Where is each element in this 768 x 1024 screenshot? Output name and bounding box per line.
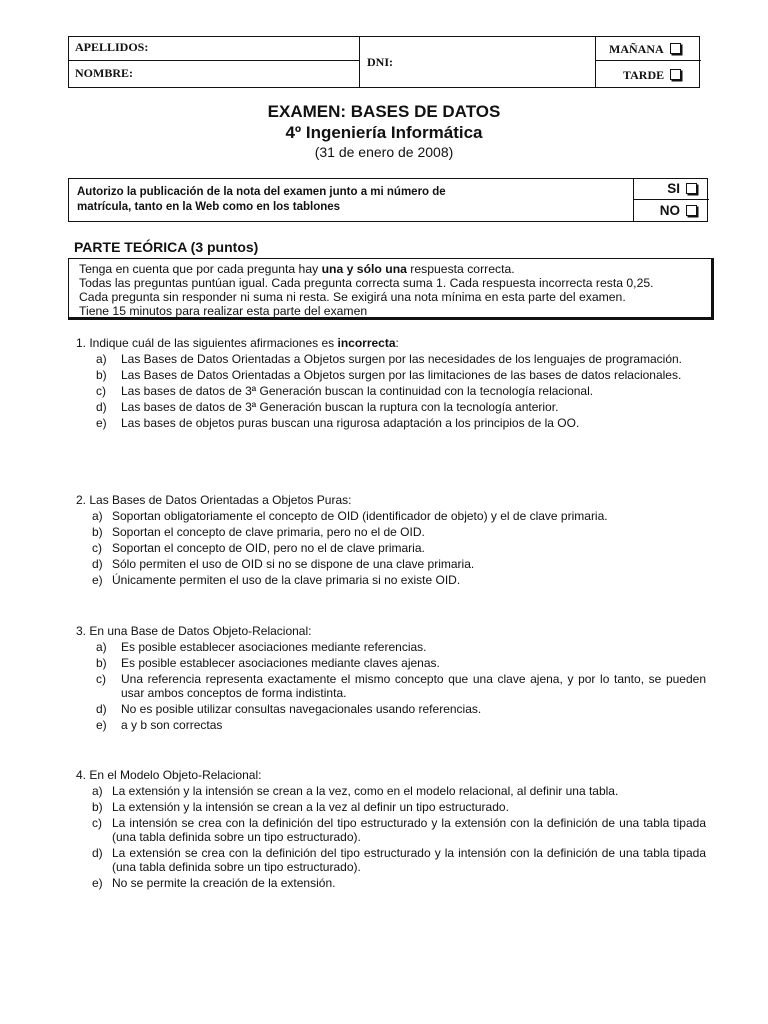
- option-text: Una referencia representa exactamente el mismo concepto que una clave ajena, y por lo tanto, se pueden usar ambos conceptos de forma indistinta.: [121, 672, 706, 700]
- stem-emphasis: incorrecta: [337, 336, 396, 350]
- option-text: La extensión y la intensión se crean a la vez al definir un tipo estructurado.: [112, 800, 509, 814]
- stem-text: 1. Indique cuál de las siguientes afirmaciones es: [76, 336, 338, 350]
- apellidos-field[interactable]: [161, 51, 351, 57]
- divider: [69, 60, 359, 61]
- no-label: NO: [659, 203, 680, 218]
- answer-option[interactable]: [76, 416, 706, 430]
- divider: [595, 37, 596, 87]
- question-4: [76, 768, 706, 892]
- no-checkbox[interactable]: [686, 205, 697, 216]
- option-letter: c): [92, 541, 102, 555]
- answer-option[interactable]: [76, 352, 706, 366]
- option-letter: c): [92, 816, 102, 830]
- yes-label: SI: [667, 181, 680, 196]
- answer-option[interactable]: [76, 541, 706, 555]
- option-text: Las bases de datos de 3ª Generación buscan la ruptura con la tecnología anterior.: [121, 400, 559, 414]
- instruction-line: Cada pregunta sin responder ni suma ni resta. Se exigirá una nota mínima en esta parte del examen.: [79, 290, 626, 304]
- answer-option[interactable]: [76, 384, 706, 398]
- option-letter: a): [96, 352, 107, 366]
- exam-date: (31 de enero de 2008): [314, 144, 454, 160]
- option-text: Es posible establecer asociaciones mediante claves ajenas.: [121, 656, 440, 670]
- answer-option[interactable]: [76, 800, 706, 814]
- stem-text: :: [395, 336, 399, 350]
- question-stem: [76, 336, 706, 350]
- manana-checkbox[interactable]: [670, 43, 681, 54]
- dni-label: DNI:: [367, 55, 393, 69]
- divider: [633, 199, 709, 200]
- option-letter: b): [96, 656, 107, 670]
- question-2: [76, 493, 706, 589]
- option-text: Soportan el concepto de clave primaria, pero no el de OID.: [112, 525, 425, 539]
- divider: [359, 37, 360, 87]
- option-text: Únicamente permiten el uso de la clave primaria si no existe OID.: [112, 573, 461, 587]
- answer-option[interactable]: [76, 525, 706, 539]
- authorization-box: [68, 178, 708, 222]
- answer-option[interactable]: [76, 672, 706, 700]
- authorization-text: [77, 185, 517, 215]
- option-letter: a): [92, 509, 103, 523]
- answer-option[interactable]: [76, 846, 706, 874]
- instruction-text: Tenga en cuenta que por cada pregunta hay: [79, 262, 322, 276]
- question-3: [76, 624, 706, 734]
- yes-option[interactable]: [667, 181, 697, 196]
- option-text: No es posible utilizar consultas navegacionales usando referencias.: [121, 702, 482, 716]
- student-info-form: [68, 36, 700, 88]
- option-text: No se permite la creación de la extensión.: [112, 876, 336, 890]
- option-letter: c): [96, 672, 106, 686]
- instruction-line: Todas las preguntas puntúan igual. Cada pregunta correcta suma 1. Cada respuesta incorrecta resta 0,25.: [79, 276, 654, 290]
- option-letter: d): [92, 846, 103, 860]
- question-stem: 2. Las Bases de Datos Orientadas a Objetos Puras:: [76, 493, 352, 507]
- authorization-line: matrícula, tanto en la Web como en los tablones: [77, 201, 341, 213]
- option-letter: d): [96, 702, 107, 716]
- option-text: Soportan el concepto de OID, pero no el de clave primaria.: [112, 541, 425, 555]
- option-text: Las Bases de Datos Orientadas a Objetos surgen por las limitaciones de las bases de datos relacionales.: [121, 368, 682, 382]
- option-text: a y b son correctas: [121, 718, 223, 732]
- option-text: Sólo permiten el uso de OID si no se dispone de una clave primaria.: [112, 557, 475, 571]
- answer-option[interactable]: [76, 784, 706, 798]
- option-text: La extensión y la intensión se crean a la vez, como en el modelo relacional, al definir una tabla.: [112, 784, 619, 798]
- instruction-emphasis: una y sólo una: [321, 262, 407, 276]
- option-letter: a): [92, 784, 103, 798]
- no-option[interactable]: [660, 203, 697, 218]
- option-letter: e): [96, 416, 107, 430]
- question-stem: 4. En el Modelo Objeto-Relacional:: [76, 768, 262, 782]
- answer-option[interactable]: [76, 573, 706, 587]
- option-text: Las Bases de Datos Orientadas a Objetos surgen por las necesidades de los lenguajes de programación.: [121, 352, 683, 366]
- exam-subtitle: 4º Ingeniería Informática: [285, 123, 483, 142]
- answer-option[interactable]: [76, 656, 706, 670]
- option-letter: d): [96, 400, 107, 414]
- nombre-label: NOMBRE:: [75, 66, 133, 80]
- dni-field[interactable]: [405, 45, 585, 79]
- option-letter: e): [96, 718, 107, 732]
- answer-option[interactable]: [76, 368, 706, 382]
- option-letter: a): [96, 640, 107, 654]
- option-text: La extensión se crea con la definición del tipo estructurado y la intensión con la definición de una tabla tipada (una tabla definida sobre un tipo estructurado).: [112, 846, 706, 874]
- option-letter: b): [92, 525, 103, 539]
- manana-option[interactable]: [609, 42, 681, 57]
- option-letter: b): [96, 368, 107, 382]
- answer-option[interactable]: [76, 702, 706, 716]
- divider: [595, 60, 701, 61]
- instruction-line: Tiene 15 minutos para realizar esta parte del examen: [79, 304, 368, 318]
- tarde-checkbox[interactable]: [670, 69, 681, 80]
- question-stem: 3. En una Base de Datos Objeto-Relacional:: [76, 624, 312, 638]
- authorization-line: Autorizo la publicación de la nota del examen junto a mi número de: [77, 186, 446, 198]
- section-title: PARTE TEÓRICA (3 puntos): [74, 239, 259, 255]
- option-text: Las bases de objetos puras buscan una rigurosa adaptación a los principios de la OO.: [121, 416, 580, 430]
- apellidos-label: APELLIDOS:: [75, 40, 149, 54]
- answer-option[interactable]: [76, 816, 706, 844]
- instruction-text: respuesta correcta.: [406, 262, 515, 276]
- answer-option[interactable]: [76, 557, 706, 571]
- instruction-line: [79, 262, 711, 276]
- option-letter: c): [96, 384, 106, 398]
- instructions-box: [68, 258, 714, 320]
- answer-option[interactable]: [76, 718, 706, 732]
- nombre-field[interactable]: [149, 65, 349, 83]
- tarde-label: TARDE: [623, 68, 665, 82]
- tarde-option[interactable]: [623, 68, 681, 83]
- answer-option[interactable]: [76, 640, 706, 654]
- option-letter: b): [92, 800, 103, 814]
- question-1: [76, 336, 706, 432]
- answer-option[interactable]: [76, 400, 706, 414]
- option-text: Las bases de datos de 3ª Generación buscan la continuidad con la tecnología relacional.: [121, 384, 594, 398]
- manana-label: MAÑANA: [609, 42, 664, 56]
- option-letter: d): [92, 557, 103, 571]
- option-text: Es posible establecer asociaciones mediante referencias.: [121, 640, 427, 654]
- option-letter: e): [92, 876, 103, 890]
- option-letter: e): [92, 573, 103, 587]
- option-text: Soportan obligatoriamente el concepto de OID (identificador de objeto) y el de clave primaria.: [112, 509, 608, 523]
- answer-option[interactable]: [76, 509, 706, 523]
- exam-title: EXAMEN: BASES DE DATOS: [267, 102, 501, 121]
- yes-checkbox[interactable]: [686, 183, 697, 194]
- answer-option[interactable]: [76, 876, 706, 890]
- option-text: La intensión se crea con la definición del tipo estructurado y la extensión con la definición de una tabla tipada (una tabla definida sobre un tipo estructurado).: [112, 816, 706, 844]
- divider: [633, 179, 634, 221]
